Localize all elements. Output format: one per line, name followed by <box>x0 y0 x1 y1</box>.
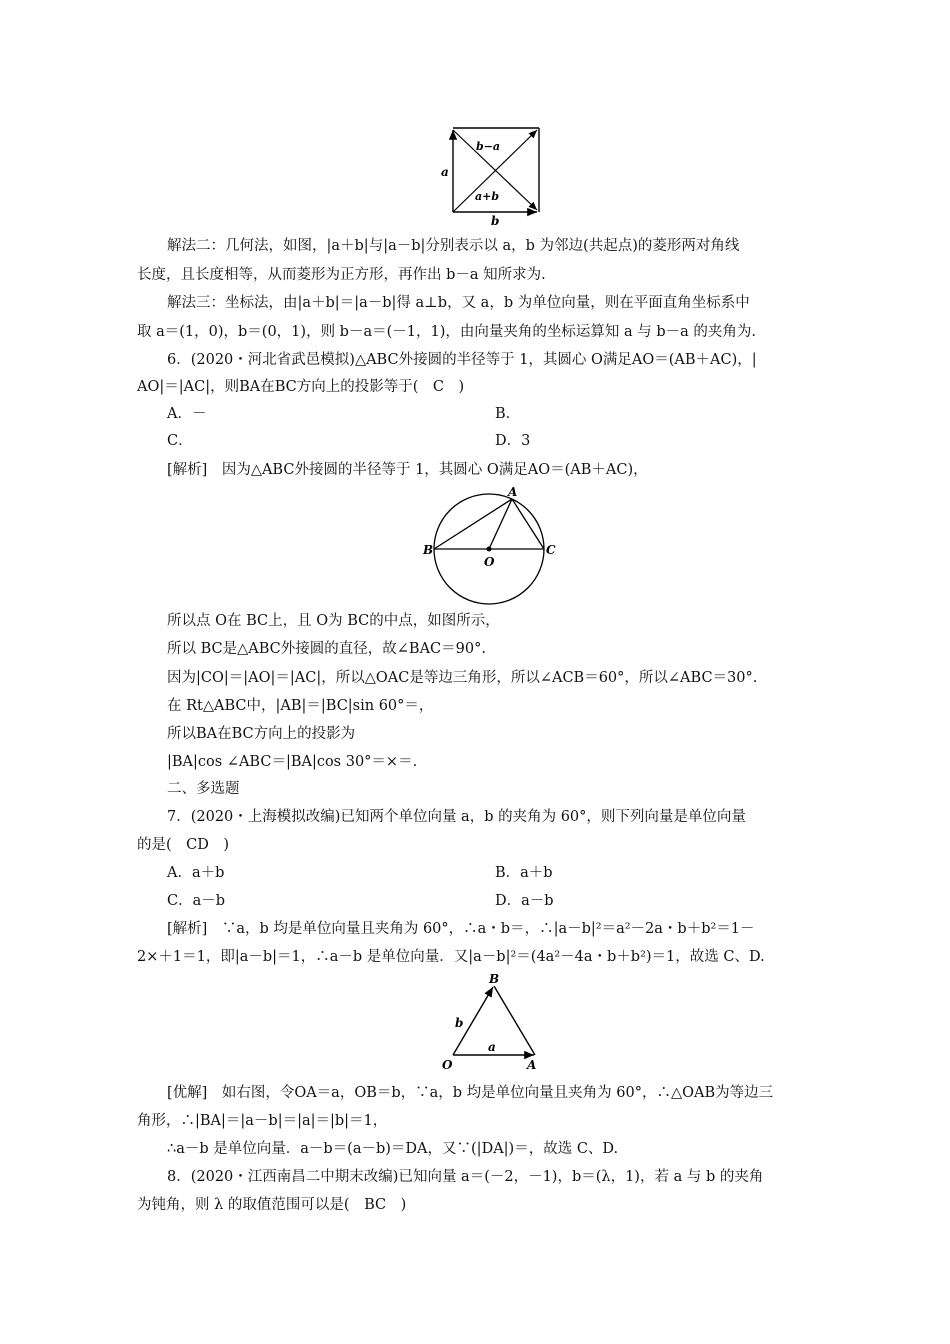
label-a: a <box>488 1040 496 1054</box>
point-O: O <box>484 555 495 569</box>
text-line: 所以BA在BC方向上的投影为 <box>167 726 356 742</box>
analysis-line: [解析] 因为△ABC外接圆的半径等于 1，其圆心 O满足AO＝(AB＋AC)， <box>167 462 648 478</box>
text-line: 为钝角，则 λ 的取值范围可以是( BC ) <box>137 1197 407 1213</box>
point-A: A <box>508 486 518 499</box>
label-b: b <box>491 214 500 228</box>
better-solution-line: [优解] 如右图，令OA＝a，OB＝b，∵a，b 均是单位向量且夹角为 60°，∴△OAB为等边三 <box>167 1085 774 1101</box>
text-line: 在 Rt△ABC中，|AB|＝|BC|sin 60°＝， <box>167 698 434 714</box>
circle-triangle-figure <box>420 486 560 608</box>
option-b: B．a＋b <box>495 865 553 881</box>
point-B: B <box>489 972 500 986</box>
point-O: O <box>442 1058 453 1072</box>
text-line: 解法二：几何法，如图，|a＋b|与|a－b|分别表示以 a，b 为邻边(共起点)的菱形两对角线 <box>167 238 740 254</box>
option-b: B． <box>495 406 521 422</box>
option-c: C．a－b <box>167 893 226 909</box>
text-line: 长度，且长度相等，从而菱形为正方形，再作出 b－a 知所求为. <box>137 267 546 283</box>
text-line: 角形，∴|BA|＝|a－b|＝|a|＝|b|＝1， <box>137 1113 388 1129</box>
text-line: 解法三：坐标法，由|a＋b|＝|a－b|得 a⊥b，又 a，b 为单位向量，则在平面直角坐标系中 <box>167 295 750 311</box>
label-a: a <box>441 165 449 179</box>
question-6: 6．(2020・河北省武邑模拟)△ABC外接圆的半径等于 1，其圆心 O满足AO＝(AB＋AC)，| <box>167 352 757 368</box>
label-b: b <box>455 1016 464 1030</box>
triangle-figure <box>440 972 545 1072</box>
text-line: 所以 BC是△ABC外接圆的直径，故∠BAC＝90°. <box>167 641 486 657</box>
question-8: 8．(2020・江西南昌二中期末改编)已知向量 a＝(－2，－1)，b＝(λ，1)，若 a 与 b 的夹角 <box>167 1169 764 1185</box>
question-7: 7．(2020・上海模拟改编)已知两个单位向量 a，b 的夹角为 60°，则下列向量是单位向量 <box>167 809 746 825</box>
text-line: ∴a－b 是单位向量．a－b＝(a－b)＝DA，又∵(|DA|)＝，故选 C、D. <box>167 1141 619 1157</box>
point-C: C <box>546 543 556 557</box>
text-line: 所以点 O在 BC上，且 O为 BC的中点，如图所示， <box>167 613 500 629</box>
point-A: A <box>527 1058 537 1072</box>
option-d: D．a－b <box>495 893 554 909</box>
text-line: |BA|cos ∠ABC＝|BA|cos 30°＝×＝. <box>167 754 418 770</box>
point-B: B <box>423 543 434 557</box>
option-d: D．3 <box>495 433 531 449</box>
option-c: C． <box>167 433 193 449</box>
text-line: 取 a＝(1，0)，b＝(0，1)，则 b－a＝(－1，1)，由向量夹角的坐标运算知 a 与 b－a 的夹角为. <box>137 324 756 340</box>
square-vector-figure <box>435 122 550 228</box>
analysis-line: [解析] ∵a，b 均是单位向量且夹角为 60°，∴a・b＝，∴|a－b|²＝a²－2a・b＋b²＝1－ <box>167 921 755 937</box>
text-line: AO|＝|AC|，则BA在BC方向上的投影等于( C ) <box>137 379 465 395</box>
label-b-minus-a: b−a <box>476 140 501 153</box>
option-a: A．－ <box>167 406 207 422</box>
section-heading: 二、多选题 <box>167 781 240 797</box>
text-line: 的是( CD ) <box>137 837 230 853</box>
option-a: A．a＋b <box>167 865 225 881</box>
text-line: 因为|CO|＝|AO|＝|AC|，所以△OAC是等边三角形，所以∠ACB＝60°，所以∠ABC＝30°. <box>167 670 758 686</box>
text-line: 2×＋1＝1，即|a－b|＝1，∴a－b 是单位向量．又|a－b|²＝(4a²－4a・b＋b²)＝1，故选 C、D. <box>137 949 765 965</box>
label-a-plus-b: a+b <box>475 190 500 203</box>
